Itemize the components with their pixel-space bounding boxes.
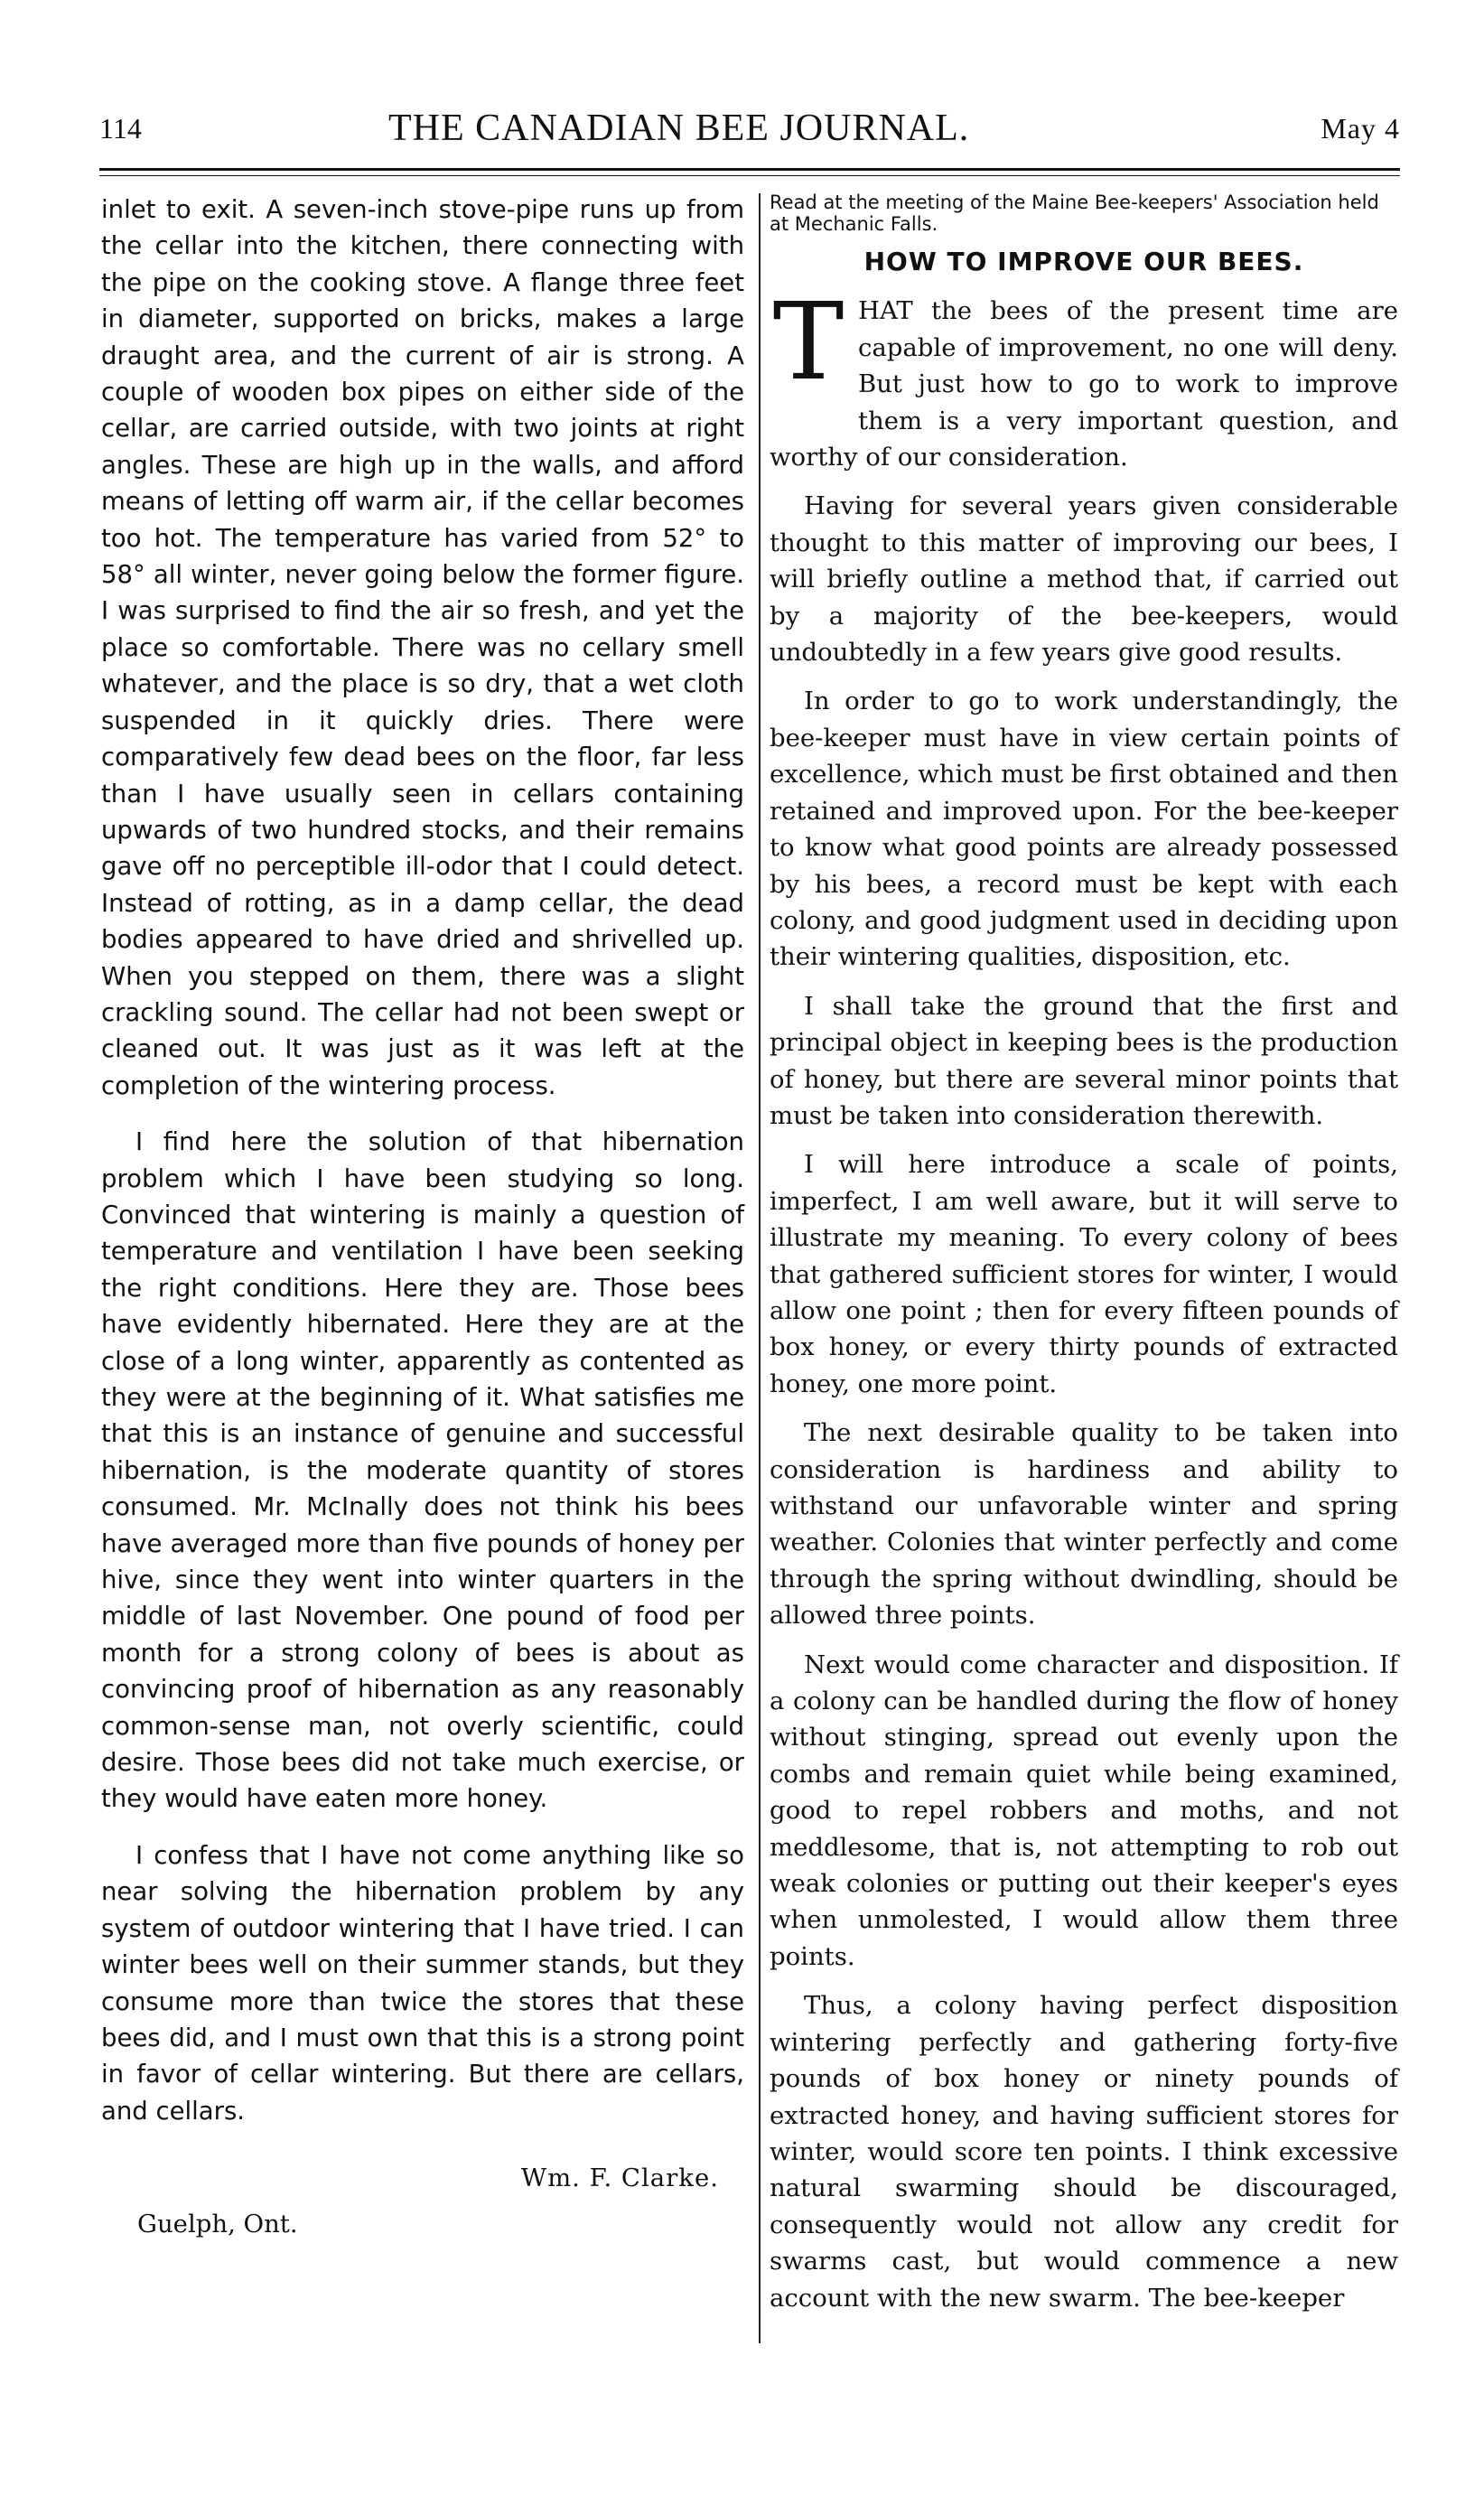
paragraph: inlet to exit. A seven-inch stove-pipe runs up from the cellar into the kitchen, there connecting with the pipe on the cooking stove. A flange three feet in diameter, supported on bricks, makes a large draught area, and the current of air is strong. A couple of wooden box pipes on either side of the cellar, are carried outside, with two joints at right angles. These are high up in the walls, and afford means of letting off warm air, if the cellar becomes too hot. The temperature has varied from 52° to 58° all winter, never going below the former figure. I was surprised to find the air so fresh, and yet the place so comfortable. There was no cellary smell whatever, and the place is so dry, that a wet cloth suspended in it quickly dries. There were comparatively few dead bees on the floor, far less than I have usually seen in cellars containing upwards of two hundred stocks, and their remains gave off no perceptible ill-odor that I could detect. Instead of rotting, as in a damp cellar, the dead bodies appeared to have dried and shrivelled up. When you stepped on them, there was a slight crackling sound. The cellar had not been swept or cleaned out. It was just as it was left at the completion of the wintering process. (101, 195, 744, 1100)
header-rule (99, 168, 1400, 171)
paragraph: I shall take the ground that the first and principal object in keeping bees is the production of honey, but there are several minor points that must be taken into consideration therewith. (770, 991, 1398, 1130)
author-location: Guelph, Ont. (137, 2209, 298, 2238)
author-signature: Wm. F. Clarke. (520, 2164, 719, 2193)
paragraph: The next desirable quality to be taken into consideration is hardiness and ability to withstand our unfavorable winter and spring weather. Colonies that winter perfectly and come through the spring without dwindling, should be allowed three points. (770, 1418, 1398, 1631)
paragraph: I find here the solution of that hibernation problem which I have been studying so long. Convinced that wintering is mainly a question of temperature and ventilation I have been seeking the right conditions. Here they are. Those bees have evidently hibernated. Here they are at the close of a long winter, apparently as contented as they were at the beginning of it. What satisfies me that this is an instance of genuine and successful hibernation, is the moderate quantity of stores consumed. Mr. McInally does not think his bees have averaged more than five pounds of honey per hive, since they went into winter quarters in the middle of last November. One pound of food per month for a strong colony of bees is about as convincing proof of hibernation as any reasonably common-sense man, not overly scientific, could desire. Those bees did not take much exercise, or they would have eaten more honey. (101, 1127, 744, 1814)
drop-cap: T (772, 279, 845, 405)
article-note: Read at the meeting of the Maine Bee-keepers' Association held at Mechanic Falls. (770, 192, 1379, 235)
article-heading: HOW TO IMPROVE OUR BEES. (863, 247, 1304, 276)
journal-title: THE CANADIAN BEE JOURNAL. (388, 107, 970, 149)
paragraph: Thus, a colony having perfect disposition wintering perfectly and gathering forty-five pounds of box honey or ninety pounds of extracted honey, and having sufficient stores for winter, would score ten points. I think excessive natural swarming should be discouraged, consequently would not allow any credit for swarms cast, but would commence a new account with the new swarm. The bee-keeper (770, 1991, 1398, 2313)
right-column (770, 192, 1398, 2316)
paragraph: HAT the bees of the present time are capable of improvement, no one will deny. But just how to go to work to improve them is a very important question, and worthy of our consideration. (770, 296, 1398, 472)
page-header (99, 107, 1400, 161)
paragraph: Having for several years given considerable thought to this matter of improving our bees, I will briefly outline a method that, if carried out by a majority of the bee-keepers, would undoubtedly in a few years give good results. (770, 491, 1398, 668)
paragraph: Next would come character and disposition. If a colony can be handled during the flow of honey without stinging, spread out evenly upon the combs and remain quiet while being examined, good to repel robbers and moths, and not meddlesome, that is, not attempting to rob out weak colonies or putting out their keeper's eyes when unmolested, I would allow them three points. (770, 1650, 1398, 1971)
header-rule-thin (99, 175, 1400, 176)
column-divider (759, 193, 761, 2343)
paragraph: In order to go to work understandingly, the bee-keeper must have in view certain points of excellence, which must be first obtained and then retained and improved upon. For the bee-keeper to know what good points are already possessed by his bees, a record must be kept with each colony, and good judgment used in deciding upon their wintering qualities, disposition, etc. (770, 687, 1398, 972)
left-column (101, 192, 744, 2242)
opening-paragraph (770, 279, 1398, 475)
paragraph: I confess that I have not come anything like so near solving the hibernation problem by any system of outdoor wintering that I have tried. I can winter bees well on their summer stands, but they consume more than twice the stores that these bees did, and I must own that this is a strong point in favor of cellar wintering. But there are cellars, and cellars. (101, 1840, 744, 2126)
issue-date: May 4 (1321, 112, 1400, 145)
page-number: 114 (99, 112, 142, 145)
paragraph: I will here introduce a scale of points, imperfect, I am well aware, but it will serve to illustrate my meaning. To every colony of bees that gathered sufficient stores for winter, I would allow one point ; then for every fifteen pounds of box honey, or every thirty pounds of extracted honey, one more point. (770, 1150, 1398, 1398)
